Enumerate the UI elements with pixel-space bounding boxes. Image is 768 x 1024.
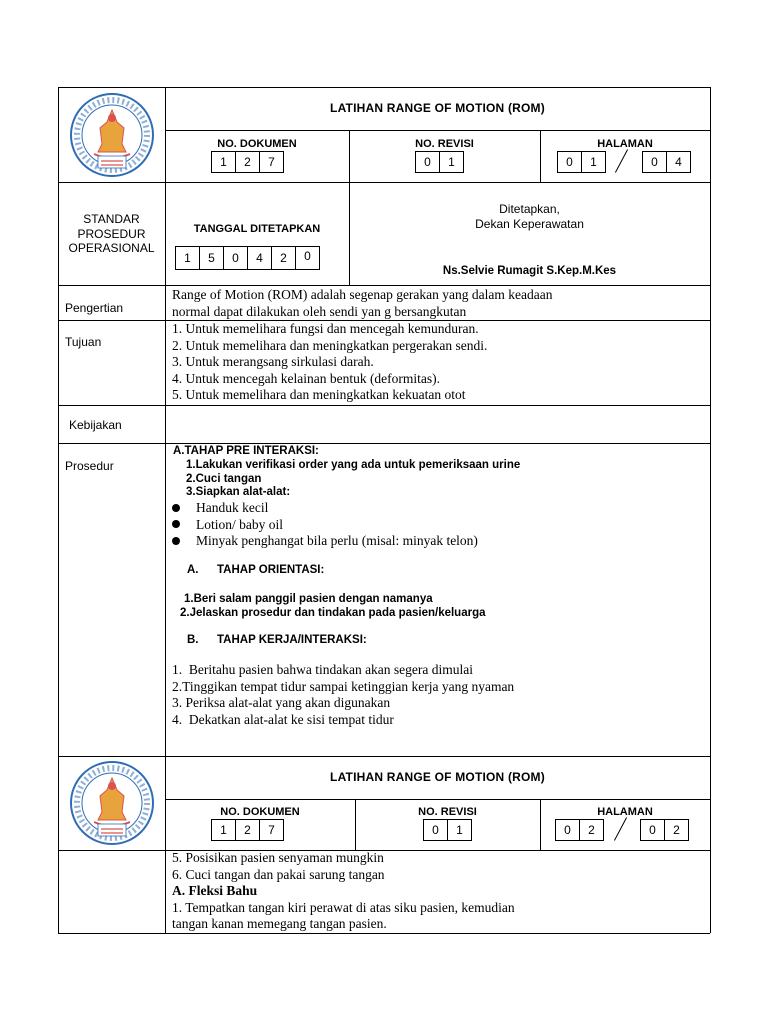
list-item: 1.Lakukan verifikasi order yang ada untuk pemeriksaan urine — [186, 459, 521, 471]
revision-label: NO. REVISI — [418, 806, 477, 818]
date-label: TANGGAL DITETAPKAN — [193, 223, 321, 235]
list-item: 4. Dekatkan alat-alat ke sisi tempat tidur — [172, 711, 394, 727]
revision-box — [423, 819, 472, 841]
list-item: 2.Jelaskan prosedur dan tindakan pada pasien/keluarga — [180, 606, 486, 619]
sop-label-line: STANDAR — [83, 212, 140, 226]
digit: 0 — [304, 249, 311, 263]
list-item: 6. Cuci tangan dan pakai sarung tangan — [172, 866, 385, 882]
step-line: tangan kanan memegang tangan pasien. — [172, 916, 387, 931]
digit: 1 — [176, 247, 200, 269]
revision-box — [415, 151, 464, 173]
digit: 2 — [236, 820, 260, 840]
tool-label: Lotion/ baby oil — [196, 516, 283, 532]
digit: 7 — [268, 155, 275, 169]
bullet-icon — [172, 520, 180, 528]
sop-label-line: OPERASIONAL — [68, 241, 155, 255]
digit: 1 — [212, 820, 236, 840]
divider — [58, 756, 710, 757]
divider — [58, 443, 710, 444]
list-item — [172, 533, 478, 550]
list-item: 1. Untuk memelihara fungsi dan mencegah kemunduran. — [172, 321, 479, 336]
doc-number-label: NO. DOKUMEN — [217, 138, 297, 150]
sop-label-line: PROSEDUR — [77, 226, 146, 241]
digit: 0 — [224, 247, 248, 269]
bullet-icon — [172, 504, 180, 512]
list-item: 1. Beritahu pasien bahwa tindakan akan segera dimulai — [172, 662, 474, 677]
digit: 0 — [416, 152, 440, 172]
list-item: 3.Siapkan alat-alat: — [186, 486, 291, 498]
digit: 1 — [590, 155, 597, 169]
doc-number-box — [211, 151, 284, 173]
continuation-text — [172, 850, 515, 933]
digit: 4 — [675, 155, 682, 169]
page-separator — [615, 149, 628, 172]
approval-line: Dekan Keperawatan — [475, 217, 584, 231]
digit: 1 — [456, 823, 463, 837]
pengertian-text — [172, 287, 553, 320]
work-heading: TAHAP KERJA/INTERAKSI: — [217, 634, 367, 646]
sop-label — [58, 212, 165, 256]
tool-label: Handuk kecil — [196, 500, 269, 515]
digit: 0 — [643, 152, 667, 172]
digit: 7 — [268, 823, 275, 837]
digit: 0 — [424, 820, 448, 840]
orientation-letter: A. — [187, 564, 199, 576]
tools-list — [172, 500, 478, 550]
list-item — [172, 517, 478, 534]
approval-line: Ditetapkan, — [499, 202, 560, 216]
digit: 1 — [212, 152, 236, 172]
orientation-list — [180, 593, 486, 620]
orientation-heading: TAHAP ORIENTASI: — [217, 564, 325, 576]
digit: 4 — [248, 247, 272, 269]
university-logo — [64, 760, 160, 846]
digit: 2 — [236, 152, 260, 172]
divider — [165, 130, 710, 131]
kebijakan-label: Kebijakan — [69, 418, 122, 432]
work-letter: B. — [187, 634, 199, 646]
page-box — [555, 819, 604, 841]
pre-interaction-list — [186, 459, 520, 500]
page-label: HALAMAN — [597, 806, 653, 818]
page-label: HALAMAN — [597, 138, 653, 150]
subheading: A. Fleksi Bahu — [172, 883, 258, 898]
digit: 0 — [558, 152, 582, 172]
tujuan-list — [172, 321, 487, 404]
work-list — [172, 662, 514, 728]
tujuan-label: Tujuan — [65, 335, 102, 349]
list-item: 3. Untuk merangsang sirkulasi darah. — [172, 354, 374, 369]
list-item: 2.Cuci tangan — [186, 472, 262, 485]
page-box — [557, 151, 606, 173]
table-border-top — [58, 87, 710, 88]
revision-label: NO. REVISI — [415, 138, 474, 150]
digit: 2 — [272, 247, 296, 269]
digit: 0 — [641, 820, 665, 840]
table-border-bottom — [58, 933, 710, 934]
list-item: 2. Untuk memelihara dan meningkatkan pergerakan sendi. — [172, 337, 488, 353]
date-box — [175, 246, 320, 270]
list-item: 3. Periksa alat-alat yang akan digunakan — [172, 695, 391, 710]
bullet-icon — [172, 537, 180, 545]
list-item: 5. Posisikan pasien senyaman mungkin — [172, 850, 384, 865]
digit: 5 — [200, 247, 224, 269]
prosedur-label: Prosedur — [65, 459, 114, 473]
list-item: 4. Untuk mencegah kelainan bentuk (deformitas). — [172, 370, 441, 386]
divider — [58, 405, 710, 406]
list-item: 2.Tinggikan tempat tidur sampai ketinggian kerja yang nyaman — [172, 678, 515, 694]
list-item: 1.Beri salam panggil pasien dengan namanya — [184, 593, 433, 605]
signatory-name: Ns.Selvie Rumagit S.Kep.M.Kes — [442, 265, 617, 277]
tool-label: Minyak penghangat bila perlu (misal: minyak telon) — [196, 533, 478, 548]
page-separator — [614, 817, 627, 840]
digit: 1 — [448, 155, 455, 169]
step-line: 1. Tempatkan tangan kiri perawat di atas siku pasien, kemudian — [172, 899, 515, 915]
digit: 0 — [556, 820, 580, 840]
total-pages-box — [640, 819, 689, 841]
approval-text — [349, 202, 710, 232]
table-border-right — [710, 87, 711, 933]
doc-number-box — [211, 819, 284, 841]
university-logo — [64, 92, 160, 178]
divider — [58, 285, 710, 286]
list-item — [172, 500, 478, 517]
document-title: LATIHAN RANGE OF MOTION (ROM) — [330, 770, 545, 784]
total-pages-box — [642, 151, 691, 173]
text-line: normal dapat dilakukan oleh sendi yan g bersangkutan — [172, 303, 467, 319]
doc-number-label: NO. DOKUMEN — [220, 806, 300, 818]
pengertian-label: Pengertian — [65, 301, 124, 315]
divider — [165, 799, 710, 800]
list-item: 5. Untuk memelihara dan meningkatkan kekuatan otot — [172, 387, 466, 402]
digit: 2 — [673, 823, 680, 837]
digit: 2 — [588, 823, 595, 837]
document-title: LATIHAN RANGE OF MOTION (ROM) — [330, 101, 545, 115]
text-line: Range of Motion (ROM) adalah segenap gerakan yang dalam keadaan — [172, 287, 553, 302]
pre-interaction-heading: A.TAHAP PRE INTERAKSI: — [173, 445, 319, 457]
divider — [58, 182, 710, 183]
